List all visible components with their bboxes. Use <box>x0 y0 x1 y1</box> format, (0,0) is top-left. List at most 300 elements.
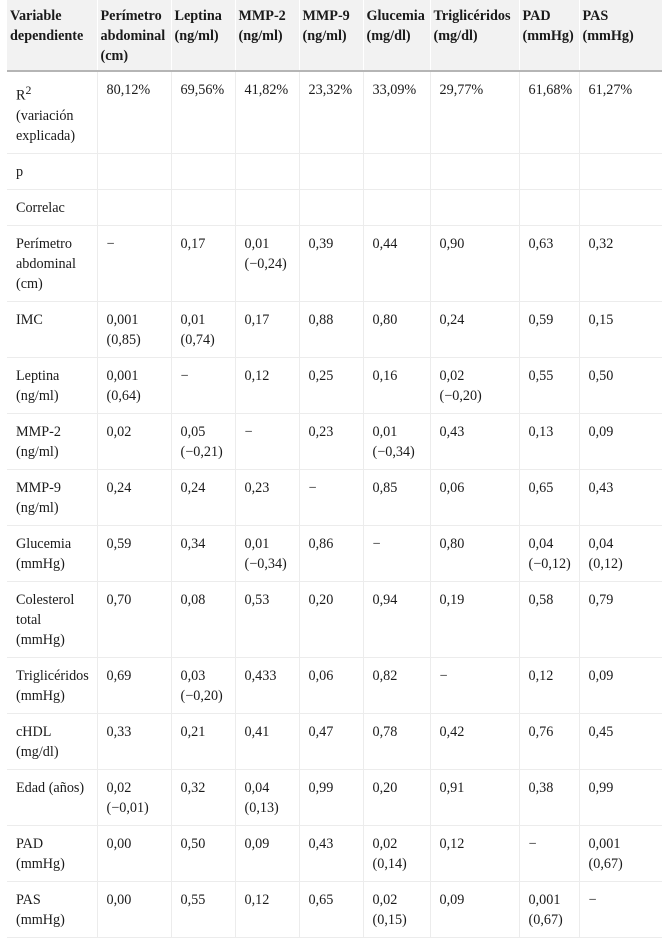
r2-label-line: (variación <box>16 107 74 124</box>
table-cell <box>171 357 235 413</box>
cell-value-line: (0,64) <box>106 387 141 404</box>
table-cell <box>363 413 430 469</box>
table-cell <box>235 825 299 881</box>
table-cell <box>579 225 662 301</box>
table-cell <box>579 413 662 469</box>
row-label-line: p <box>16 163 24 180</box>
cell-value-line: 0,02 <box>372 891 398 908</box>
row-label <box>7 525 97 581</box>
row-label-line: Triglicéridos <box>16 667 89 684</box>
cell-value-line: 0,39 <box>308 235 334 252</box>
table-cell <box>363 357 430 413</box>
table-cell <box>235 881 299 937</box>
column-header-line: abdominal <box>100 28 166 44</box>
table-cell <box>171 713 235 769</box>
table-row <box>7 153 662 189</box>
table-cell <box>519 153 579 189</box>
table-row <box>7 357 662 413</box>
row-label <box>7 413 97 469</box>
table-cell <box>519 825 579 881</box>
row-label <box>7 825 97 881</box>
cell-value-line: 0,001 <box>106 367 139 384</box>
table-cell <box>363 153 430 189</box>
cell-value-line: 0,58 <box>528 591 554 608</box>
table-row <box>7 301 662 357</box>
cell-value-line: 0,00 <box>106 891 132 908</box>
row-label-line: IMC <box>16 311 43 328</box>
cell-value-line: 0,05 <box>180 423 206 440</box>
table-cell <box>171 469 235 525</box>
table-cell <box>97 413 171 469</box>
cell-value-line: 0,85 <box>372 479 398 496</box>
column-header-line: PAD <box>522 8 551 24</box>
table-cell <box>519 581 579 657</box>
r2-value: 29,77% <box>430 71 519 153</box>
row-label <box>7 357 97 413</box>
table-cell <box>97 881 171 937</box>
table-cell <box>430 413 519 469</box>
column-header-line: (ng/ml) <box>238 28 283 44</box>
row-label-line: Edad (años) <box>16 779 85 796</box>
table-cell <box>97 189 171 225</box>
cell-value-line: 0,001 <box>588 835 621 852</box>
cell-value-line: 0,02 <box>372 835 398 852</box>
row-label-line: MMP-9 <box>16 479 61 496</box>
table-row <box>7 581 662 657</box>
cell-value-line: 0,59 <box>528 311 554 328</box>
table-cell <box>235 189 299 225</box>
cell-value-line: 0,88 <box>308 311 334 328</box>
table-cell <box>430 301 519 357</box>
row-label-line: (mmHg) <box>16 555 65 572</box>
cell-value-line: 0,82 <box>372 667 398 684</box>
table-cell <box>363 769 430 825</box>
table-cell <box>299 769 363 825</box>
header-row <box>7 0 662 71</box>
cell-value-line: − <box>180 367 189 384</box>
cell-value-line: 0,001 <box>528 891 561 908</box>
column-header-line: PAS <box>582 8 609 24</box>
cell-value-line: 0,21 <box>180 723 206 740</box>
table-cell <box>363 581 430 657</box>
cell-value-line: 0,01 <box>180 311 206 328</box>
cell-value-line: 0,12 <box>439 835 465 852</box>
row-label <box>7 881 97 937</box>
cell-value-line: 0,06 <box>439 479 465 496</box>
table-cell <box>299 525 363 581</box>
row-label <box>7 713 97 769</box>
cell-value-line: 0,43 <box>588 479 614 496</box>
r2-symbol: R <box>16 87 26 104</box>
table-cell <box>171 301 235 357</box>
table-cell <box>171 225 235 301</box>
table-cell <box>97 301 171 357</box>
cell-value-line: − <box>372 535 381 552</box>
table-cell <box>299 153 363 189</box>
table-cell <box>363 225 430 301</box>
table-row <box>7 881 662 937</box>
table-cell <box>97 657 171 713</box>
table-cell <box>519 413 579 469</box>
table-cell <box>363 713 430 769</box>
table-cell <box>97 713 171 769</box>
cell-value-line: 0,20 <box>372 779 398 796</box>
table-cell <box>299 825 363 881</box>
row-label-line: Correlac <box>16 199 65 216</box>
table-cell <box>171 581 235 657</box>
table-row <box>7 525 662 581</box>
cell-value-line: 0,25 <box>308 367 334 384</box>
cell-value-line: 0,17 <box>180 235 206 252</box>
table-cell <box>363 881 430 937</box>
column-header-line: (mmHg) <box>522 28 574 44</box>
column-header-line: (mmHg) <box>582 28 634 44</box>
cell-value-line: 0,94 <box>372 591 398 608</box>
cell-value-line: 0,02 <box>106 779 132 796</box>
cell-value-line: (0,12) <box>588 555 623 572</box>
column-header <box>171 0 235 71</box>
table-cell <box>363 301 430 357</box>
column-header-line: Leptina <box>174 8 222 24</box>
cell-value-line: 0,17 <box>244 311 270 328</box>
table-cell <box>235 301 299 357</box>
cell-value-line: 0,09 <box>244 835 270 852</box>
table-cell <box>97 469 171 525</box>
table-cell <box>299 301 363 357</box>
row-label-line: Colesterol <box>16 591 75 608</box>
table-cell <box>430 581 519 657</box>
row-label <box>7 469 97 525</box>
cell-value-line: (0,85) <box>106 331 141 348</box>
column-header-line: (mg/dl) <box>366 28 411 44</box>
table-cell <box>171 657 235 713</box>
table-cell <box>430 525 519 581</box>
table-cell <box>171 881 235 937</box>
table-cell <box>363 825 430 881</box>
table-cell <box>171 769 235 825</box>
table-cell <box>299 713 363 769</box>
table-cell <box>579 825 662 881</box>
cell-value-line: 0,65 <box>528 479 554 496</box>
column-header-line: dependiente <box>10 28 84 44</box>
cell-value-line: 0,20 <box>308 591 334 608</box>
table-cell <box>171 153 235 189</box>
table-cell <box>430 825 519 881</box>
cell-value-line: 0,24 <box>439 311 465 328</box>
column-header <box>235 0 299 71</box>
table-cell <box>519 469 579 525</box>
row-label <box>7 769 97 825</box>
cell-value-line: 0,53 <box>244 591 270 608</box>
cell-value-line: 0,01 <box>372 423 398 440</box>
table-cell <box>235 225 299 301</box>
table-cell <box>171 525 235 581</box>
cell-value-line: (−0,34) <box>372 443 415 460</box>
cell-value-line: (−0,20) <box>180 687 223 704</box>
r2-value: 33,09% <box>363 71 430 153</box>
cell-value-line: − <box>308 479 317 496</box>
cell-value-line: 0,38 <box>528 779 554 796</box>
cell-value-line: 0,43 <box>439 423 465 440</box>
table-cell <box>519 881 579 937</box>
cell-value-line: 0,47 <box>308 723 334 740</box>
row-label <box>7 153 97 189</box>
table-cell <box>519 713 579 769</box>
cell-value-line: 0,70 <box>106 591 132 608</box>
row-label-r2 <box>7 71 97 153</box>
cell-value-line: − <box>588 891 597 908</box>
cell-value-line: − <box>106 235 115 252</box>
cell-value-line: 0,59 <box>106 535 132 552</box>
table-row <box>7 413 662 469</box>
column-header-line: Glucemia <box>366 8 425 24</box>
row-label-line: Perímetro <box>16 235 72 252</box>
row-label-line: (mmHg) <box>16 631 65 648</box>
row-label <box>7 225 97 301</box>
cell-value-line: 0,63 <box>528 235 554 252</box>
table-cell <box>363 657 430 713</box>
cell-value-line: 0,50 <box>588 367 614 384</box>
table-cell <box>235 357 299 413</box>
table-cell <box>430 225 519 301</box>
column-header <box>579 0 662 71</box>
cell-value-line: 0,69 <box>106 667 132 684</box>
table-cell <box>579 657 662 713</box>
cell-value-line: 0,23 <box>308 423 334 440</box>
row-label-line: Glucemia <box>16 535 72 552</box>
cell-value-line: 0,76 <box>528 723 554 740</box>
cell-value-line: 0,24 <box>180 479 206 496</box>
cell-value-line: 0,32 <box>588 235 614 252</box>
table-cell <box>363 525 430 581</box>
table-cell <box>579 713 662 769</box>
cell-value-line: 0,32 <box>180 779 206 796</box>
table-row <box>7 769 662 825</box>
table-cell <box>579 189 662 225</box>
row-label-line: Leptina <box>16 367 60 384</box>
table-cell <box>299 225 363 301</box>
cell-value-line: 0,42 <box>439 723 465 740</box>
table-row <box>7 189 662 225</box>
cell-value-line: 0,16 <box>372 367 398 384</box>
column-header-line: Perímetro <box>100 8 162 24</box>
cell-value-line: (−0,20) <box>439 387 482 404</box>
column-header <box>97 0 171 71</box>
cell-value-line: 0,80 <box>439 535 465 552</box>
table-cell <box>430 189 519 225</box>
cell-value-line: 0,55 <box>528 367 554 384</box>
cell-value-line: 0,04 <box>528 535 554 552</box>
cell-value-line: 0,06 <box>308 667 334 684</box>
cell-value-line: (0,15) <box>372 911 407 928</box>
row-label <box>7 657 97 713</box>
cell-value-line: 0,12 <box>244 891 270 908</box>
row-label <box>7 581 97 657</box>
cell-value-line: 0,04 <box>588 535 614 552</box>
r2-value: 41,82% <box>235 71 299 153</box>
row-label-line: (cm) <box>16 275 43 292</box>
table-cell <box>299 357 363 413</box>
table-cell <box>299 413 363 469</box>
cell-value-line: 0,86 <box>308 535 334 552</box>
column-header-line: (cm) <box>100 48 129 64</box>
cell-value-line: 0,01 <box>244 235 270 252</box>
table-cell <box>579 469 662 525</box>
cell-value-line: 0,433 <box>244 667 277 684</box>
table-cell <box>97 825 171 881</box>
row-label-line: (mmHg) <box>16 687 65 704</box>
row-label-line: (mmHg) <box>16 855 65 872</box>
r2-value: 23,32% <box>299 71 363 153</box>
column-header-line: Triglicéridos <box>433 8 511 24</box>
table-cell <box>579 153 662 189</box>
cell-value-line: 0,12 <box>528 667 554 684</box>
table-cell <box>97 581 171 657</box>
cell-value-line: 0,08 <box>180 591 206 608</box>
cell-value-line: 0,99 <box>308 779 334 796</box>
column-header <box>299 0 363 71</box>
table-row <box>7 825 662 881</box>
cell-value-line: (0,67) <box>588 855 623 872</box>
cell-value-line: 0,79 <box>588 591 614 608</box>
table-cell <box>579 881 662 937</box>
cell-value-line: 0,80 <box>372 311 398 328</box>
cell-value-line: 0,91 <box>439 779 465 796</box>
cell-value-line: 0,24 <box>106 479 132 496</box>
cell-value-line: 0,78 <box>372 723 398 740</box>
table-row-r2 <box>7 71 662 153</box>
cell-value-line: − <box>528 835 537 852</box>
cell-value-line: 0,55 <box>180 891 206 908</box>
cell-value-line: − <box>244 423 253 440</box>
table-cell <box>97 525 171 581</box>
column-header <box>7 0 97 71</box>
r2-value: 80,12% <box>97 71 171 153</box>
row-label-line: (ng/ml) <box>16 499 59 516</box>
cell-value-line: 0,02 <box>439 367 465 384</box>
column-header-line: MMP-9 <box>302 8 350 24</box>
table-cell <box>235 413 299 469</box>
column-header-line: (ng/ml) <box>302 28 347 44</box>
table-cell <box>430 657 519 713</box>
table-cell <box>299 189 363 225</box>
r2-value: 69,56% <box>171 71 235 153</box>
table-cell <box>171 189 235 225</box>
table-cell <box>235 581 299 657</box>
table-row <box>7 657 662 713</box>
cell-value-line: (0,14) <box>372 855 407 872</box>
r2-label-line: explicada) <box>16 127 76 144</box>
cell-value-line: 0,65 <box>308 891 334 908</box>
table-cell <box>171 825 235 881</box>
table-cell <box>430 881 519 937</box>
row-label-line: (mg/dl) <box>16 743 59 760</box>
cell-value-line: 0,41 <box>244 723 270 740</box>
table-cell <box>363 189 430 225</box>
row-label-line: (mmHg) <box>16 911 65 928</box>
cell-value-line: − <box>439 667 448 684</box>
column-header-line: (ng/ml) <box>174 28 219 44</box>
cell-value-line: (−0,34) <box>244 555 287 572</box>
table-row <box>7 713 662 769</box>
column-header <box>363 0 430 71</box>
row-label-line: (ng/ml) <box>16 443 59 460</box>
cell-value-line: 0,19 <box>439 591 465 608</box>
table-cell <box>235 153 299 189</box>
table-cell <box>430 769 519 825</box>
table-cell <box>519 225 579 301</box>
column-header <box>519 0 579 71</box>
cell-value-line: (−0,24) <box>244 255 287 272</box>
cell-value-line: 0,50 <box>180 835 206 852</box>
column-header <box>430 0 519 71</box>
cell-value-line: 0,02 <box>106 423 132 440</box>
table-cell <box>97 153 171 189</box>
table-cell <box>299 657 363 713</box>
cell-value-line: (0,74) <box>180 331 215 348</box>
table-cell <box>299 581 363 657</box>
table-cell <box>430 469 519 525</box>
cell-value-line: (−0,01) <box>106 799 149 816</box>
table-cell <box>235 657 299 713</box>
table-cell <box>519 189 579 225</box>
table-cell <box>519 525 579 581</box>
table-cell <box>97 357 171 413</box>
cell-value-line: 0,34 <box>180 535 206 552</box>
row-label-line: MMP-2 <box>16 423 61 440</box>
table-cell <box>97 769 171 825</box>
cell-value-line: (−0,12) <box>528 555 571 572</box>
table-cell <box>363 469 430 525</box>
row-label <box>7 189 97 225</box>
table-cell <box>97 225 171 301</box>
cell-value-line: 0,04 <box>244 779 270 796</box>
table-cell <box>235 769 299 825</box>
row-label-line: cHDL <box>16 723 52 740</box>
r2-superscript: 2 <box>25 83 32 97</box>
results-table <box>7 0 662 938</box>
row-label-line: abdominal <box>16 255 76 272</box>
table-cell <box>519 657 579 713</box>
table-cell <box>235 525 299 581</box>
cell-value-line: 0,03 <box>180 667 206 684</box>
cell-value-line: 0,09 <box>439 891 465 908</box>
table-cell <box>430 713 519 769</box>
table-row <box>7 469 662 525</box>
table-cell <box>519 301 579 357</box>
column-header-line: MMP-2 <box>238 8 286 24</box>
row-label-line: PAD <box>16 835 44 852</box>
table-cell <box>171 413 235 469</box>
table-cell <box>430 357 519 413</box>
cell-value-line: 0,001 <box>106 311 139 328</box>
r2-value: 61,68% <box>519 71 579 153</box>
cell-value-line: (0,13) <box>244 799 279 816</box>
cell-value-line: 0,12 <box>244 367 270 384</box>
cell-value-line: 0,23 <box>244 479 270 496</box>
column-header-line: Variable <box>10 8 62 24</box>
table-cell <box>579 301 662 357</box>
cell-value-line: 0,33 <box>106 723 132 740</box>
cell-value-line: 0,90 <box>439 235 465 252</box>
cell-value-line: 0,99 <box>588 779 614 796</box>
cell-value-line: 0,09 <box>588 423 614 440</box>
table-cell <box>235 713 299 769</box>
table-body <box>7 71 662 937</box>
cell-value-line: 0,13 <box>528 423 554 440</box>
table-cell <box>519 357 579 413</box>
cell-value-line: (0,67) <box>528 911 563 928</box>
